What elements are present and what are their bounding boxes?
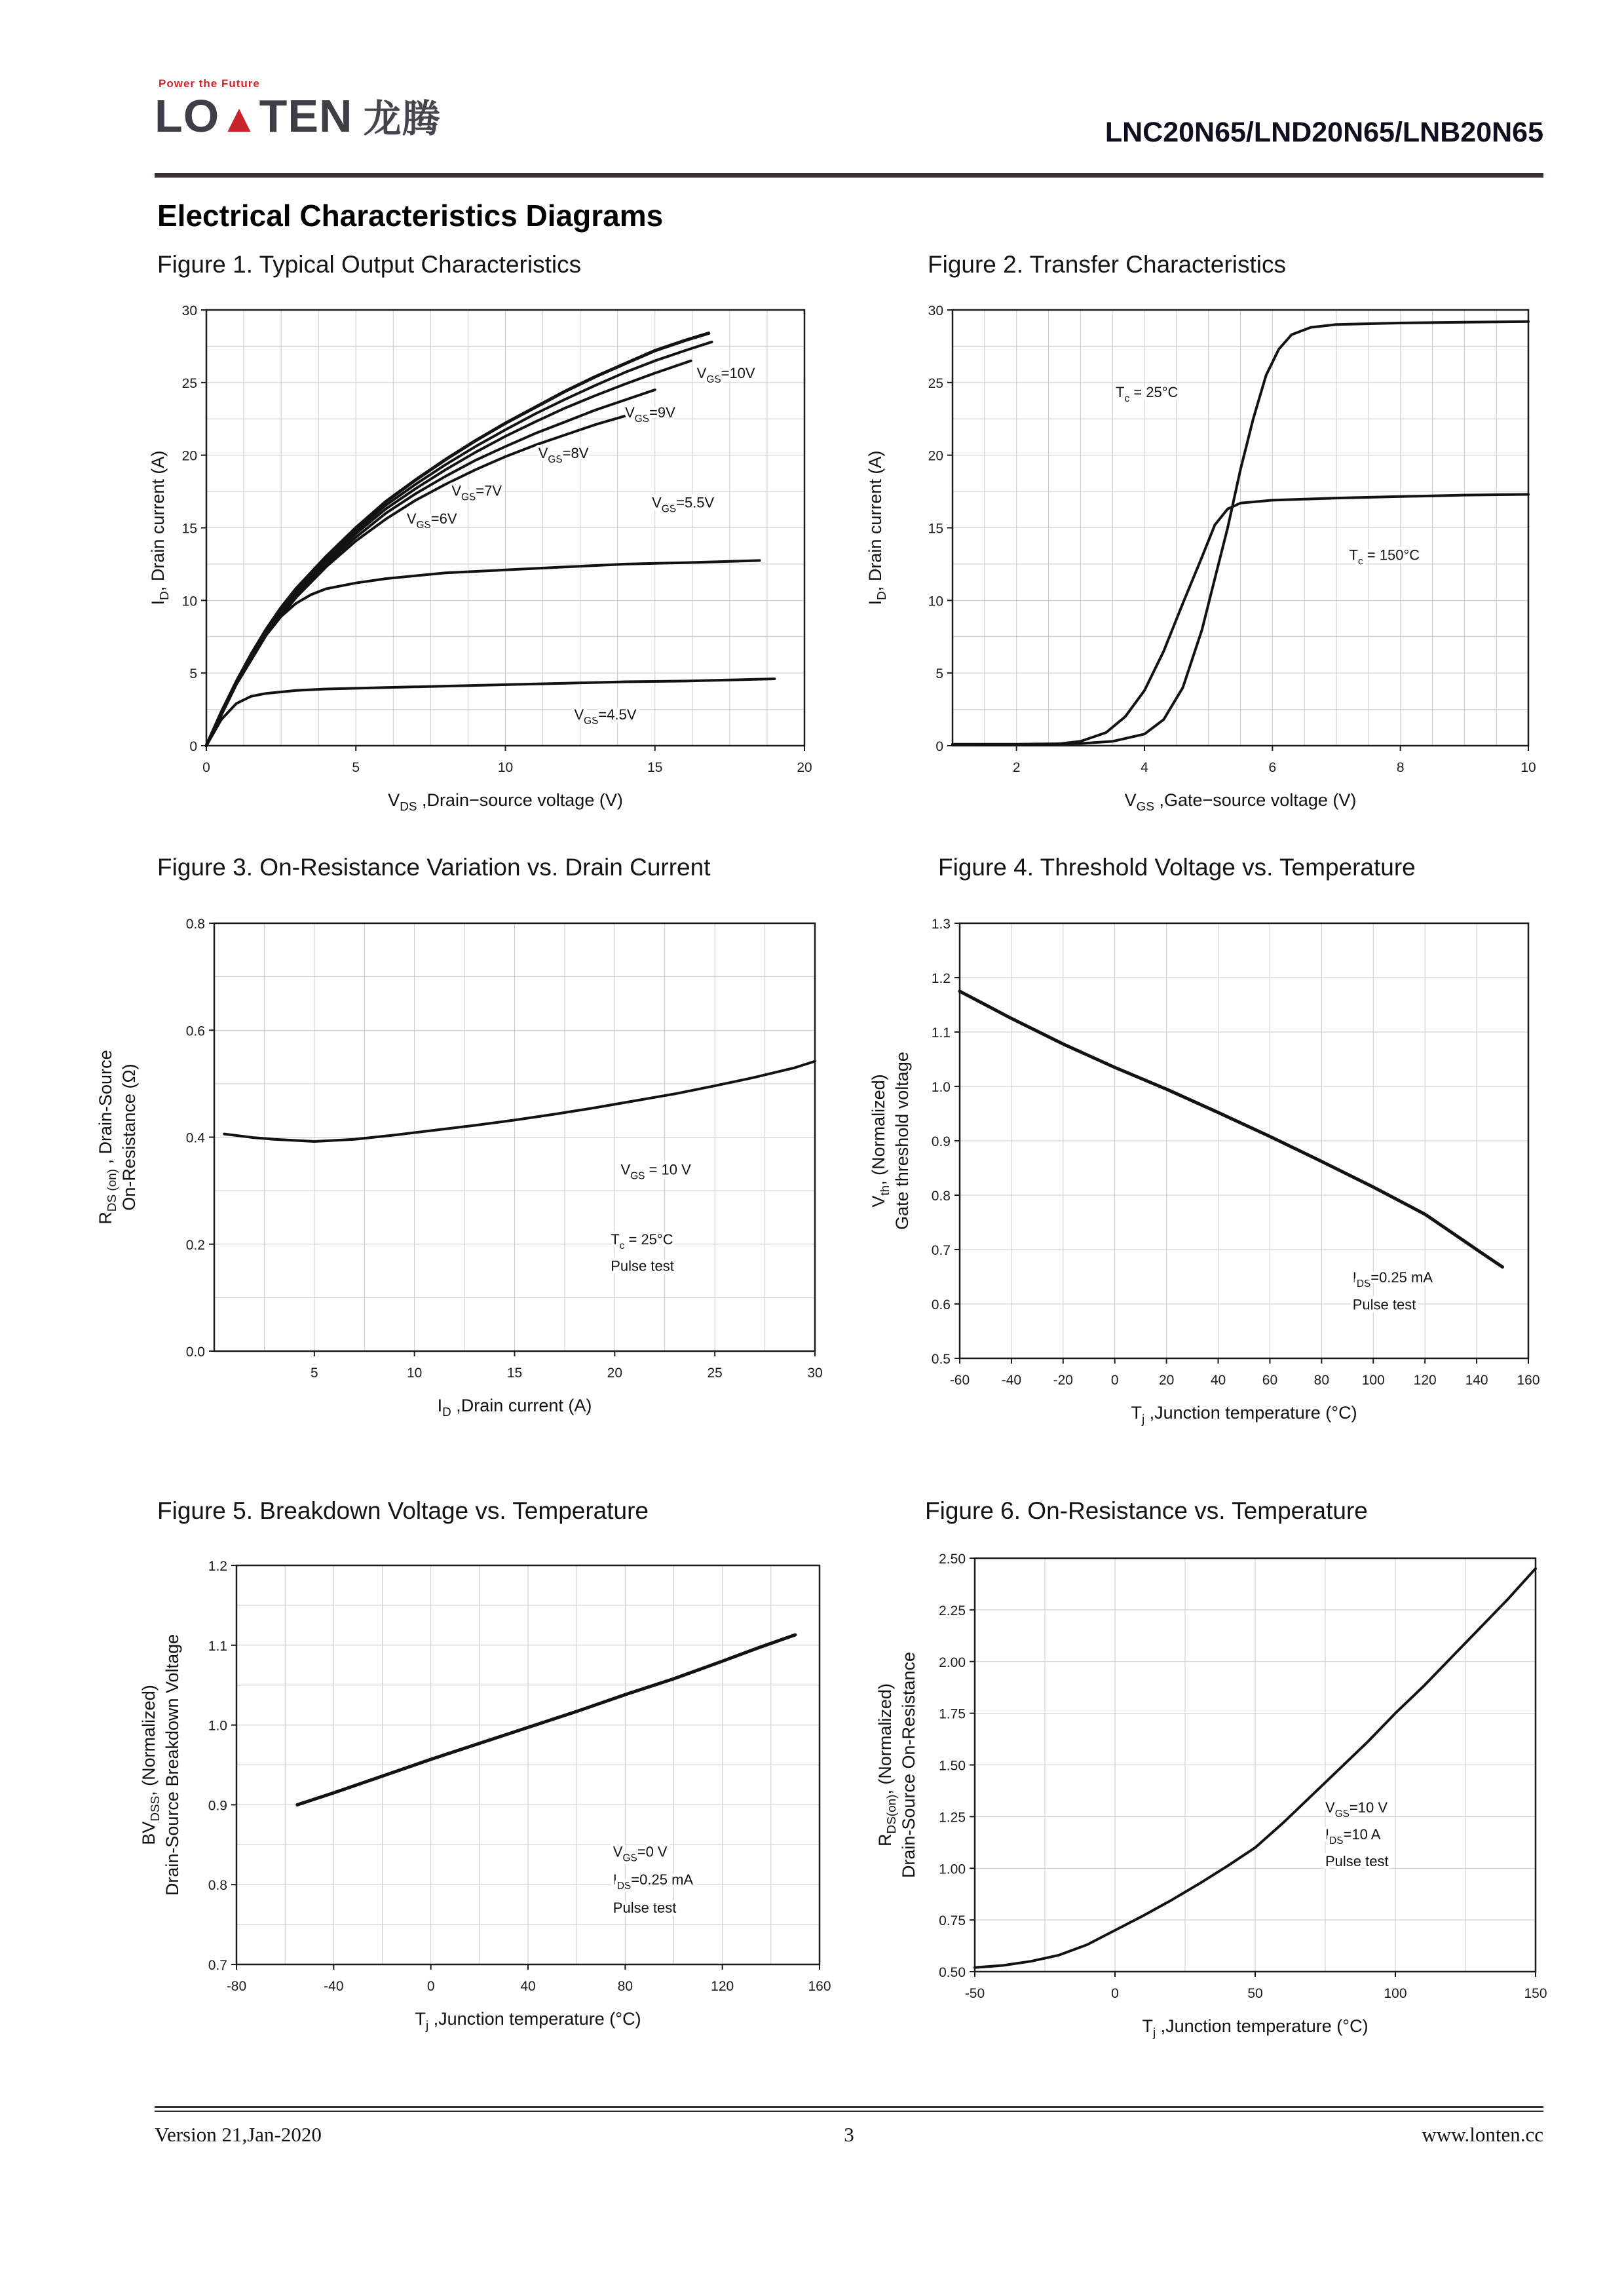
svg-text:30: 30	[807, 1366, 823, 1381]
figure-4-plot	[865, 899, 1569, 1430]
svg-text:15: 15	[928, 521, 943, 537]
svg-text:0: 0	[202, 760, 210, 775]
figure-1-caption: Figure 1. Typical Output Characteristics	[157, 251, 582, 278]
svg-text:20: 20	[181, 448, 197, 464]
svg-text:30: 30	[928, 303, 943, 318]
footer-divider	[155, 2106, 1543, 2112]
svg-text:0.4: 0.4	[185, 1130, 205, 1146]
svg-text:Tc = 25°C: $T_c = 25^\circ C$	[1116, 384, 1179, 404]
svg-text:ID, Drain current (A): $I_D$, Drain current (A)	[865, 450, 889, 605]
svg-text:Pulse test: Pulse test	[1352, 1296, 1416, 1313]
svg-text:0.7: 0.7	[208, 1958, 227, 1973]
svg-text:6: 6	[1268, 760, 1277, 775]
svg-text:VGS=7V: $V_{GS}=7V$	[451, 482, 502, 503]
svg-text:1.0: 1.0	[208, 1718, 227, 1734]
figure-5-caption: Figure 5. Breakdown Voltage vs. Temperature	[157, 1497, 649, 1524]
svg-text:Tc = 150°C: $T_c = 150^\circ C$	[1349, 546, 1420, 567]
figure-6-caption: Figure 6. On-Resistance vs. Temperature	[925, 1497, 1368, 1524]
svg-text:8: 8	[1396, 760, 1405, 775]
logo-text-left: LO	[155, 90, 220, 142]
figure-1-chart	[138, 285, 842, 816]
svg-text:0.7: 0.7	[931, 1243, 951, 1258]
header-divider	[155, 173, 1543, 178]
svg-text:VDS ,Drain−source voltage (V): $V_{DS}$ ,Drain−source voltage (V)	[388, 790, 623, 814]
svg-text:120: 120	[711, 1979, 734, 1994]
figure-3-plot	[92, 899, 855, 1423]
svg-text:-20: -20	[1053, 1373, 1073, 1388]
figure-2-plot	[865, 285, 1569, 819]
footer	[155, 2123, 1543, 2147]
svg-text:10: 10	[406, 1366, 423, 1381]
svg-text:-50: -50	[964, 1986, 985, 2001]
svg-text:15: 15	[647, 760, 663, 775]
figure-6-plot	[871, 1541, 1572, 2065]
figure-4-chart	[865, 899, 1569, 1430]
figure-6-chart	[871, 1541, 1572, 2065]
svg-text:0.50: 0.50	[939, 1965, 966, 1980]
svg-text:Tj ,Junction temperature (°C): $T_j$ ,Junction temperature (°C)	[415, 2009, 641, 2033]
svg-text:Tj ,Junction temperature (°C): $T_j$ ,Junction temperature (°C)	[1142, 2016, 1369, 2040]
svg-text:140: 140	[1465, 1373, 1488, 1388]
product-title: LNC20N65/LND20N65/LNB20N65	[1105, 117, 1543, 148]
figure-3-chart	[92, 899, 855, 1423]
svg-text:-60: -60	[949, 1373, 970, 1388]
svg-text:20: 20	[797, 760, 812, 775]
svg-text:1.3: 1.3	[931, 917, 951, 932]
svg-text:40: 40	[1210, 1373, 1226, 1388]
logo-text-right: TEN	[259, 90, 353, 142]
svg-text:10: 10	[497, 760, 514, 775]
svg-text:1.0: 1.0	[931, 1080, 951, 1095]
svg-text:0.6: 0.6	[185, 1024, 205, 1039]
svg-text:0: 0	[426, 1979, 435, 1994]
svg-text:-40: -40	[324, 1979, 344, 1994]
svg-text:VGS=9V: $V_{GS}=9V$	[625, 404, 675, 425]
svg-text:Tj ,Junction temperature (°C): $T_j$ ,Junction temperature (°C)	[1131, 1403, 1357, 1426]
svg-text:25: 25	[928, 375, 943, 391]
svg-text:2.25: 2.25	[939, 1603, 966, 1618]
figure-4-caption: Figure 4. Threshold Voltage vs. Temperature	[938, 854, 1416, 881]
svg-text:0: 0	[935, 739, 943, 754]
figure-5-plot	[131, 1541, 858, 2065]
svg-text:VGS ,Gate−source voltage (V): $V_{GS}$ ,Gate−source voltage (V)	[1124, 790, 1357, 814]
svg-text:15: 15	[506, 1366, 523, 1381]
svg-text:-40: -40	[1001, 1373, 1022, 1388]
svg-text:VGS=0 V: $V_{GS}=0$ V	[613, 1843, 668, 1864]
figure-2-chart	[865, 285, 1569, 819]
svg-text:10: 10	[181, 594, 197, 609]
svg-text:ID ,Drain current (A): $I_D$ ,Drain current (A)	[437, 1396, 592, 1419]
svg-text:1.50: 1.50	[939, 1758, 966, 1774]
svg-text:VGS=4.5V: $V_{GS}=4.5V$	[574, 706, 637, 727]
svg-text:40: 40	[520, 1979, 536, 1994]
svg-text:IDS=10 A: $I_{DS}=10$ A	[1325, 1826, 1381, 1847]
svg-text:On-Resistance (Ω): On-Resistance (Ω)	[119, 1063, 139, 1211]
logo-wordmark	[155, 90, 441, 142]
figure-5-chart	[131, 1541, 858, 2065]
svg-text:Drain-Source On-Resistance: Drain-Source On-Resistance	[899, 1651, 918, 1879]
svg-text:0.8: 0.8	[185, 917, 205, 932]
svg-text:2: 2	[1012, 760, 1021, 775]
svg-text:Vth, (Normalized): $V_{th}$, (Normalized)	[869, 1074, 892, 1208]
svg-text:5: 5	[189, 666, 197, 682]
svg-text:5: 5	[310, 1366, 318, 1381]
svg-text:0.5: 0.5	[931, 1352, 951, 1367]
svg-text:0.2: 0.2	[185, 1237, 205, 1253]
svg-text:0.9: 0.9	[931, 1134, 951, 1149]
svg-text:VGS=8V: $V_{GS}=8V$	[538, 445, 589, 466]
svg-text:1.00: 1.00	[939, 1862, 966, 1877]
svg-text:0.6: 0.6	[931, 1297, 951, 1312]
figure-2-caption: Figure 2. Transfer Characteristics	[928, 251, 1286, 278]
svg-text:2.00: 2.00	[939, 1655, 966, 1670]
svg-text:5: 5	[352, 760, 360, 775]
svg-text:Drain-Source Breakdown Voltage: Drain-Source Breakdown Voltage	[162, 1634, 182, 1896]
svg-text:VGS=5.5V: $V_{GS}=5.5V$	[652, 494, 715, 515]
svg-text:0.8: 0.8	[208, 1878, 227, 1894]
logo	[155, 77, 441, 142]
svg-text:RDS (on) , Drain-Source: $R_{DS (on)}$ , Drain-Source	[96, 1050, 119, 1225]
svg-text:0.75: 0.75	[939, 1913, 966, 1929]
svg-text:1.25: 1.25	[939, 1810, 966, 1826]
footer-page-number: 3	[844, 2123, 854, 2146]
svg-text:160: 160	[808, 1979, 831, 1994]
svg-text:50: 50	[1247, 1986, 1263, 2001]
svg-text:20: 20	[607, 1366, 623, 1381]
svg-text:VGS = 10 V: $V_{GS} = 10$ V	[620, 1161, 691, 1182]
svg-text:Gate threshold voltage: Gate threshold voltage	[892, 1052, 912, 1230]
svg-text:0: 0	[1110, 1373, 1119, 1388]
svg-text:1.1: 1.1	[931, 1025, 951, 1041]
svg-text:VGS=6V: $V_{GS}=6V$	[406, 510, 457, 531]
svg-text:100: 100	[1361, 1373, 1385, 1388]
svg-text:Pulse test: Pulse test	[611, 1257, 674, 1274]
svg-text:10: 10	[928, 594, 943, 609]
svg-text:IDS=0.25 mA: $I_{DS}=0.25$ mA	[1352, 1269, 1433, 1290]
svg-text:ID, Drain current (A): $I_D$, Drain current (A)	[148, 450, 172, 605]
svg-text:0.8: 0.8	[931, 1189, 951, 1204]
svg-text:100: 100	[1384, 1986, 1407, 2001]
section-title: Electrical Characteristics Diagrams	[157, 199, 664, 233]
logo-tagline: Power the Future	[159, 77, 260, 90]
svg-text:60: 60	[1262, 1373, 1278, 1388]
svg-text:1.2: 1.2	[931, 971, 951, 986]
svg-text:IDS=0.25 mA: $I_{DS}=0.25$ mA	[613, 1871, 694, 1892]
svg-text:0.0: 0.0	[185, 1345, 205, 1360]
logo-cn-text: 龙腾	[363, 98, 441, 140]
svg-text:150: 150	[1524, 1986, 1547, 2001]
svg-text:RDS(on), (Normalized): $R_{DS(on)}$, (Normalized)	[875, 1683, 899, 1846]
figure-1-plot	[138, 285, 842, 816]
footer-version: Version 21,Jan-2020	[155, 2123, 322, 2146]
svg-text:BVDSS, (Normalized): $BV_{DSS}$, (Normalized)	[139, 1685, 162, 1845]
svg-text:80: 80	[617, 1979, 633, 1994]
svg-text:0: 0	[189, 739, 197, 754]
svg-text:Tc = 25°C: $T_c = 25^\circ C$	[611, 1231, 673, 1252]
svg-text:Pulse test: Pulse test	[1325, 1853, 1389, 1870]
svg-text:2.50: 2.50	[939, 1552, 966, 1567]
svg-text:20: 20	[1158, 1373, 1175, 1388]
footer-site: www.lonten.cc	[1422, 2123, 1544, 2146]
svg-text:0: 0	[1111, 1986, 1119, 2001]
svg-text:160: 160	[1517, 1373, 1540, 1388]
logo-triangle-icon: ▲	[219, 96, 259, 140]
svg-text:-80: -80	[226, 1979, 247, 1994]
svg-text:Pulse test: Pulse test	[613, 1899, 677, 1916]
figure-3-caption: Figure 3. On-Resistance Variation vs. Drain Current	[157, 854, 711, 881]
svg-text:25: 25	[181, 375, 197, 391]
svg-text:1.1: 1.1	[208, 1638, 227, 1654]
svg-text:1.75: 1.75	[939, 1706, 966, 1722]
svg-text:5: 5	[935, 666, 943, 682]
svg-text:4: 4	[1141, 760, 1148, 775]
svg-text:30: 30	[181, 303, 197, 318]
svg-text:VGS=10V: $V_{GS}=10V$	[696, 365, 755, 386]
svg-text:VGS=10 V: $V_{GS}=10$ V	[1325, 1799, 1388, 1820]
svg-text:10: 10	[1520, 760, 1536, 775]
svg-text:1.2: 1.2	[208, 1559, 227, 1574]
svg-text:20: 20	[928, 448, 943, 464]
svg-text:0.9: 0.9	[208, 1798, 227, 1814]
svg-text:120: 120	[1413, 1373, 1437, 1388]
svg-text:80: 80	[1313, 1373, 1330, 1388]
svg-text:25: 25	[707, 1366, 723, 1381]
svg-text:15: 15	[181, 521, 197, 537]
